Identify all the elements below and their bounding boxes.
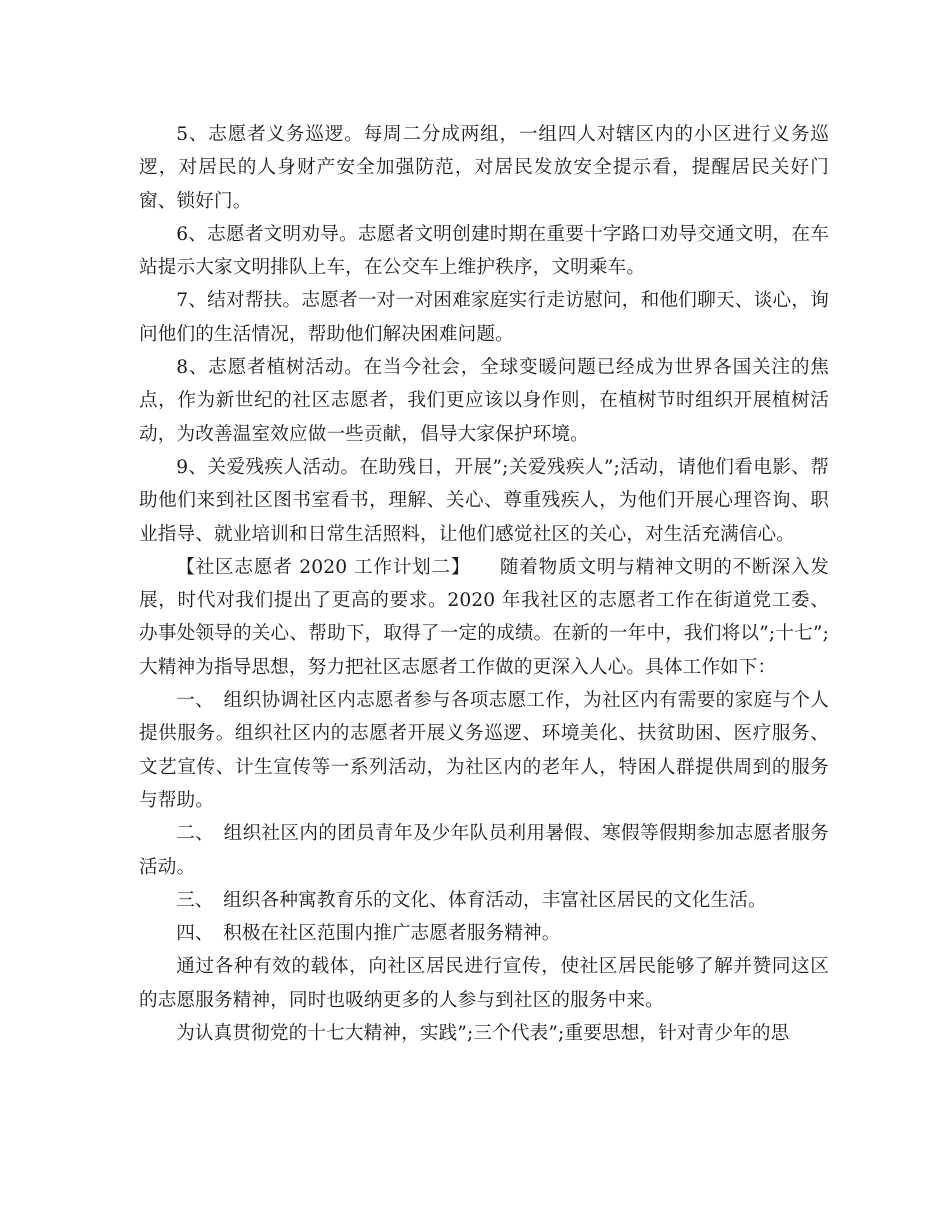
paragraph-plan-two-intro: 【社区志愿者 2020 工作计划二】 随着物质文明与精神文明的不断深入发展，时代对我们提出了更高的要求。2020 年我社区的志愿者工作在街道党工委、办事处领导的关心、帮助下，取得了一定的成绩。在新的一年中，我们将以”;十七”;大精神为指导思想，努力把社区志愿者工作做的更深入人心。具体工作如下： xyxy=(139,556,829,678)
paragraph-tree-planting: 8、志愿者植树活动。在当今社会，全球变暖问题已经成为世界各国关注的焦点，作为新世纪的社区志愿者，我们更应该以身作则，在植树节时组织开展植树活动，为改善温室效应做一些贡献，倡导大家保护环境。 xyxy=(139,357,829,445)
paragraph-item-four: 四、 积极在社区范围内推广志愿者服务精神。 xyxy=(176,923,561,945)
paragraph-civility-guidance: 6、志愿者文明劝导。志愿者文明创建时期在重要十字路口劝导交通文明，在车站提示大家文明排队上车，在公交车上维护秩序，文明乘车。 xyxy=(139,223,829,279)
paragraph-item-one: 一、 组织协调社区内志愿者参与各项志愿工作，为社区内有需要的家庭与个人提供服务。组织社区内的志愿者开展义务巡逻、环境美化、扶贫助困、医疗服务、文艺宣传、计生宣传等一系列活动，为社区内的老年人，特困人群提供周到的服务与帮助。 xyxy=(139,690,829,811)
paragraph-pair-assistance: 7、结对帮扶。志愿者一对一对困难家庭实行走访慰问，和他们聊天、谈心，询问他们的生活情况，帮助他们解决困难问题。 xyxy=(139,290,829,345)
paragraph-disabled-care: 9、关爱残疾人活动。在助残日，开展”;关爱残疾人”;活动，请他们看电影、帮助他们来到社区图书室看书，理解、关心、尊重残疾人，为他们开展心理咨询、职业指导、就业培训和日常生活照料，让他们感觉社区的关心，对生活充满信心。 xyxy=(139,456,829,545)
document-body xyxy=(139,118,829,1050)
paragraph-item-two: 二、 组织社区内的团员青年及少年队员利用暑假、寒假等假期参加志愿者服务活动。 xyxy=(139,823,829,878)
paragraph-publicity: 通过各种有效的载体，向社区居民进行宣传，使社区居民能够了解并赞同这区的志愿服务精神，同时也吸纳更多的人参与到社区的服务中来。 xyxy=(139,956,829,1011)
paragraph-implementation: 为认真贯彻党的十七大精神，实践”;三个代表”;重要思想，针对青少年的思 xyxy=(176,1023,790,1045)
paragraph-volunteer-patrol: 5、志愿者义务巡逻。每周二分成两组，一组四人对辖区内的小区进行义务巡逻，对居民的人身财产安全加强防范，对居民发放安全提示看，提醒居民关好门窗、锁好门。 xyxy=(139,124,829,212)
paragraph-item-three: 三、 组织各种寓教育乐的文化、体育活动，丰富社区居民的文化生活。 xyxy=(176,889,767,911)
